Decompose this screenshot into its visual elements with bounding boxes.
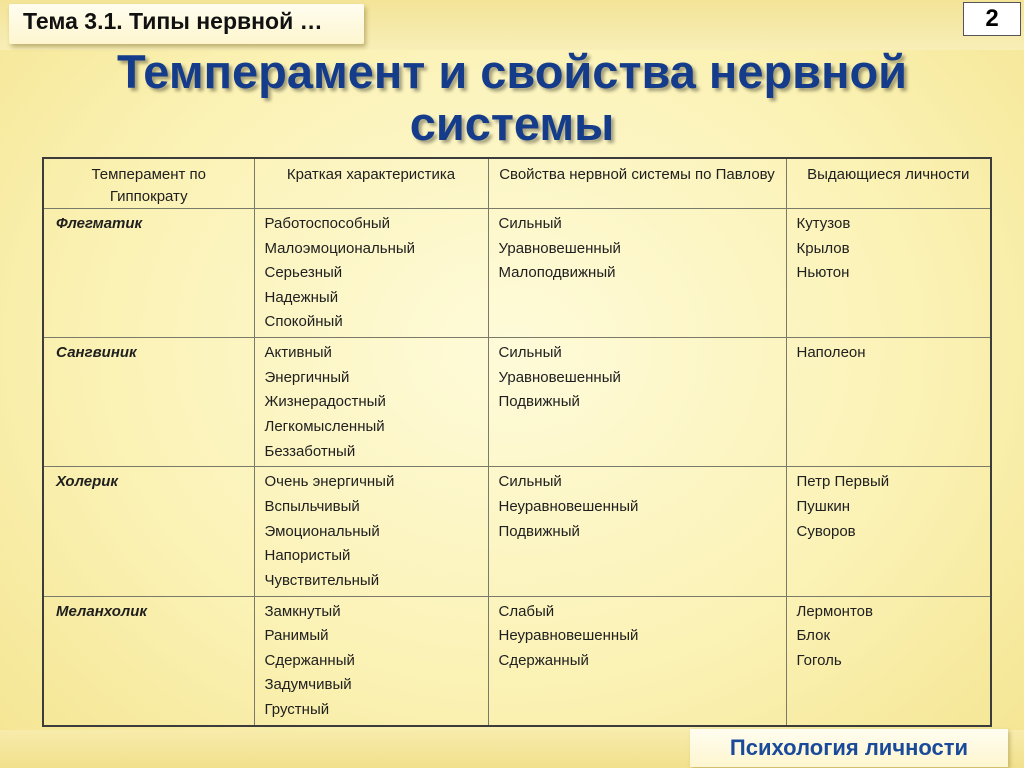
temperament-table (42, 157, 992, 727)
property-item: Подвижный (498, 522, 580, 540)
table-row (43, 467, 991, 596)
traits-cell (254, 209, 488, 338)
property-item: Слабый (498, 602, 555, 620)
property-item: Неуравновешенный (498, 627, 639, 645)
trait-item: Спокойный (264, 313, 343, 331)
slide-title-line-2: системы (409, 97, 615, 150)
property-item: Сильный (498, 473, 562, 491)
personalities-cell (786, 209, 991, 338)
column-header: Выдающиеся личности (786, 158, 991, 209)
column-header: Свойства нервной системы по Павлову (488, 158, 786, 209)
personality-item: Наполеон (796, 344, 866, 362)
personality-item: Кутузов (796, 215, 851, 232)
property-item: Уравновешенный (498, 239, 621, 257)
trait-item: Напористый (264, 547, 351, 565)
personality-item: Гоголь (796, 651, 842, 669)
trait-item: Беззаботный (264, 442, 356, 460)
table-header-row (43, 158, 991, 209)
personality-item: Пушкин (796, 498, 851, 516)
properties-cell (488, 209, 786, 338)
trait-item: Чувствительный (264, 571, 380, 589)
topic-label: Тема 3.1. Типы нервной … (9, 4, 364, 44)
table-row (43, 338, 991, 467)
trait-item: Замкнутый (264, 602, 341, 620)
property-item: Подвижный (498, 393, 580, 411)
property-item: Уравновешенный (498, 368, 621, 386)
personality-item: Ньютон (796, 264, 850, 282)
trait-item: Энергичный (264, 368, 350, 386)
trait-item: Ранимый (264, 627, 329, 645)
trait-item: Вспыльчивый (264, 498, 360, 516)
trait-item: Активный (264, 344, 332, 362)
trait-item: Легкомысленный (264, 418, 385, 436)
temperament-cell: Флегматик (43, 209, 254, 338)
properties-cell (488, 467, 786, 596)
table-row (43, 596, 991, 726)
personalities-cell (786, 338, 991, 467)
course-label: Психология личности (690, 729, 1008, 767)
personality-item: Лермонтов (796, 602, 873, 620)
personalities-cell (786, 596, 991, 726)
trait-item: Задумчивый (264, 676, 352, 694)
trait-item: Работоспособный (264, 215, 391, 232)
personalities-cell (786, 467, 991, 596)
slide-number: 2 (963, 2, 1021, 36)
trait-item: Жизнерадостный (264, 393, 386, 411)
trait-item: Серьезный (264, 264, 343, 282)
temperament-cell: Сангвиник (43, 338, 254, 467)
traits-cell (254, 467, 488, 596)
property-item: Малоподвижный (498, 264, 616, 282)
traits-cell (254, 596, 488, 726)
properties-cell (488, 596, 786, 726)
property-item: Неуравновешенный (498, 498, 639, 516)
trait-item: Сдержанный (264, 651, 355, 669)
temperament-table-container (42, 157, 990, 727)
column-header: Краткая характеристика (254, 158, 488, 209)
trait-item: Грустный (264, 701, 330, 719)
traits-cell (254, 338, 488, 467)
slide-title-line-1: Темперамент и свойства нервной (116, 45, 908, 98)
property-item: Сдержанный (498, 651, 589, 669)
temperament-cell: Меланхолик (43, 596, 254, 726)
personality-item: Блок (796, 627, 831, 645)
column-header: Темперамент по Гиппократу (43, 158, 254, 209)
trait-item: Малоэмоциональный (264, 239, 416, 257)
trait-item: Эмоциональный (264, 522, 380, 540)
property-item: Сильный (498, 215, 562, 232)
properties-cell (488, 338, 786, 467)
property-item: Сильный (498, 344, 562, 362)
personality-item: Суворов (796, 522, 856, 540)
slide-title (40, 46, 984, 150)
personality-item: Крылов (796, 239, 850, 257)
personality-item: Петр Первый (796, 473, 890, 491)
temperament-cell: Холерик (43, 467, 254, 596)
trait-item: Очень энергичный (264, 473, 395, 491)
table-row (43, 209, 991, 338)
trait-item: Надежный (264, 288, 339, 306)
